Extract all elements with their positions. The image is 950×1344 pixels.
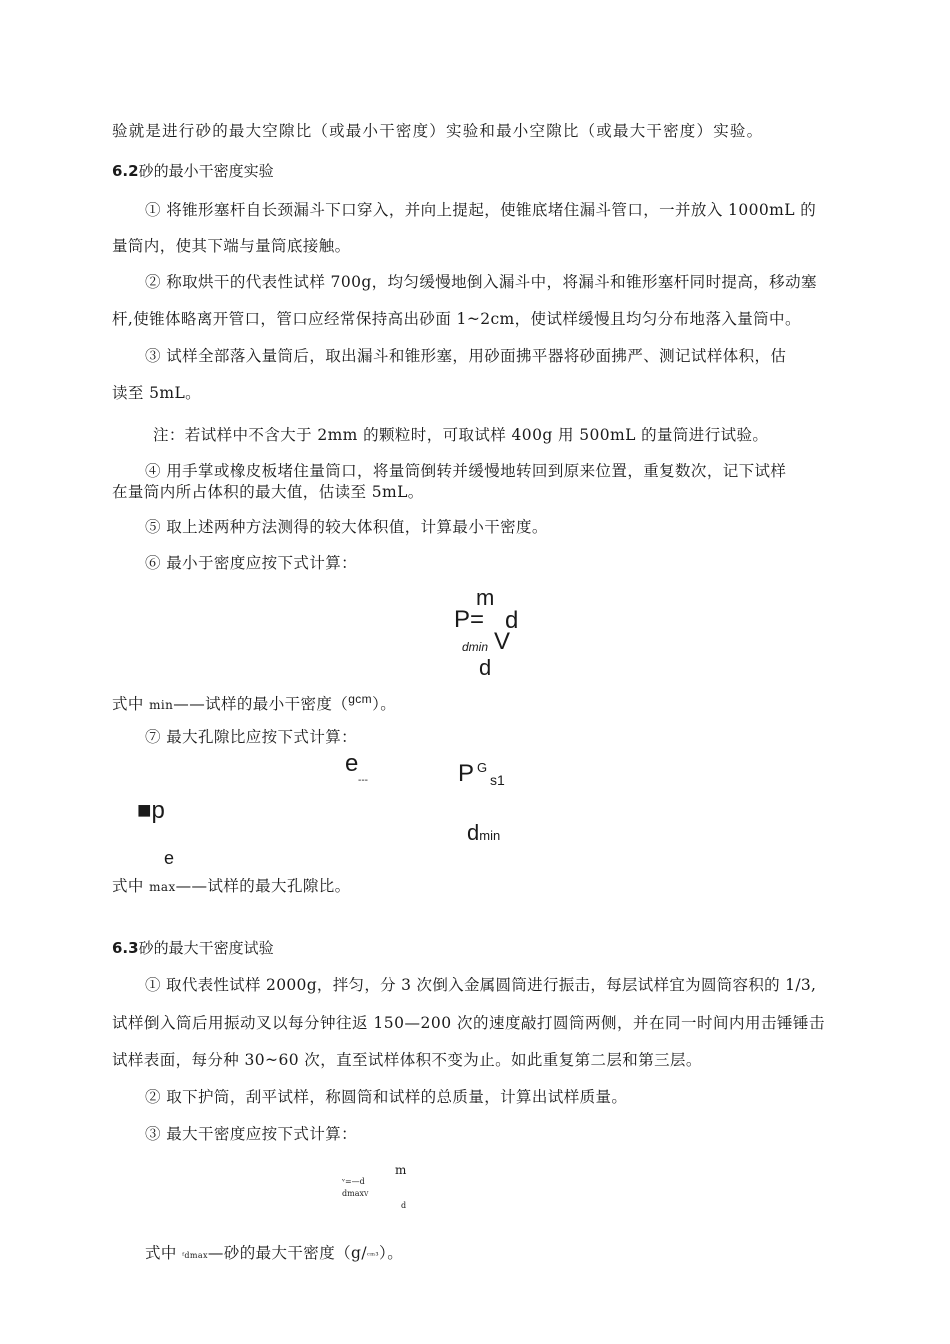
section-number: 6.2 bbox=[112, 162, 139, 180]
where-desc: ——试样的最小干密度（ bbox=[173, 695, 349, 714]
note-text: 注：若试样中不含大于 2mm 的颗粒时，可取试样 400g 用 500mL 的量筒进行试验。 bbox=[153, 426, 769, 444]
where-end: ）。 bbox=[372, 695, 397, 714]
intro-text: 验就是进行砂的最大空隙比（或最小干密度）实验和最小空隙比（或最大干密度）实验。 bbox=[112, 122, 764, 140]
section-title: 砂的最小干密度实验 bbox=[138, 162, 274, 180]
where-end: ）。 bbox=[379, 1244, 404, 1262]
step-2-line-1: ② 称取烘干的代表性试样 700g，均匀缓慢地倒入漏斗中，将漏斗和锥形塞杆同时提高，移动塞 bbox=[145, 273, 817, 291]
step-1-line-1: ① 将锥形塞杆自长颈漏斗下口穿入，并向上提起，使锥底堵住漏斗管口，一并放入 1000mL 的 bbox=[145, 201, 817, 219]
formula3-sub bbox=[342, 1189, 368, 1198]
formula1-m: m bbox=[476, 585, 495, 610]
formula2-dashes: --- bbox=[358, 775, 368, 786]
where-desc: —砂的最大干密度（g/ bbox=[207, 1244, 367, 1262]
where-symbol: min bbox=[149, 698, 174, 713]
step-1-line-2: 量筒内，使其下端与量筒底接触。 bbox=[112, 237, 351, 255]
formula2-e: e bbox=[345, 750, 359, 777]
formula1-d: d bbox=[505, 607, 519, 634]
step-3-line-1: ③ 试样全部落入量筒后，取出漏斗和锥形塞，用砂面拂平器将砂面拂严、测记试样体积，估 bbox=[145, 347, 787, 365]
formula2-left-mark: ■p bbox=[137, 797, 165, 824]
step-7-text: ⑦ 最大孔隙比应按下式计算： bbox=[145, 728, 358, 746]
formula3-v: V bbox=[364, 1191, 369, 1198]
test-step-2-text: ② 取下护筒，刮平试样，称圆筒和试样的总质量，计算出试样质量。 bbox=[145, 1088, 628, 1106]
formula2-s1-text: s1 bbox=[490, 772, 505, 788]
formula3-d: d bbox=[401, 1201, 407, 1210]
where-symbol: ᶠdmax bbox=[182, 1251, 208, 1260]
formula3-top: ᵛ=—d bbox=[342, 1177, 365, 1186]
formula2-dmin bbox=[467, 820, 500, 846]
formula3-dmax: dmax bbox=[342, 1189, 364, 1198]
section-6-2-heading bbox=[112, 160, 274, 181]
step-3-line-2: 读至 5mL。 bbox=[112, 384, 202, 402]
formula1-v: V bbox=[494, 628, 511, 655]
formula2-d: d bbox=[467, 820, 480, 845]
test-step-1-line-3: 试样表面，每分种 30~60 次，直至试样体积不变为止。如此重复第二层和第三层。 bbox=[112, 1051, 702, 1069]
step-4-line-1: ④ 用手掌或橡皮板堵住量筒口，将量筒倒转并缓慢地转回到原来位置，重复数次，记下试样 bbox=[145, 462, 787, 480]
where-unit: ᶜᵐ³ bbox=[366, 1251, 380, 1260]
step-2-line-2: 杆,使锥体略离开管口，管口应经常保持高出砂面 1~2cm，使试样缓慢且均匀分布地落入量筒中。 bbox=[112, 310, 801, 328]
section-title: 砂的最大干密度试验 bbox=[138, 939, 274, 957]
where-min-dry-density bbox=[112, 692, 396, 714]
formula3-m: m bbox=[395, 1163, 407, 1177]
where-max-void-ratio bbox=[112, 874, 351, 896]
formula1-subscript: dmin bbox=[462, 640, 489, 654]
where-unit: gcm bbox=[348, 692, 373, 706]
formula2-g: G bbox=[477, 760, 488, 775]
section-6-3-heading bbox=[112, 937, 274, 958]
where-label: 式中 bbox=[112, 877, 150, 895]
where-label: 式中 bbox=[112, 695, 150, 714]
where-max-dry-density bbox=[145, 1241, 403, 1263]
step-5-text: ⑤ 取上述两种方法测得的较大体积值，计算最小干密度。 bbox=[145, 518, 548, 536]
where-label: 式中 bbox=[145, 1244, 183, 1262]
formula2-p: P bbox=[458, 760, 475, 787]
step-4-line-2: 在量筒内所占体积的最大值，估读至 5mL。 bbox=[112, 483, 424, 501]
test-step-1-line-2: 试样倒入筒后用振动叉以每分钟往返 150—200 次的速度敲打圆筒两侧，并在同一时间内用击锤锤击 bbox=[112, 1014, 826, 1032]
formula1-d-bottom: d bbox=[479, 655, 492, 680]
where-desc: ——试样的最大孔隙比。 bbox=[175, 877, 351, 895]
formula2-s1 bbox=[490, 765, 505, 791]
test-step-1-line-1: ① 取代表性试样 2000g，拌匀，分 3 次倒入金属圆筒进行振击，每层试样宜为圆筒容积的 1/3, bbox=[145, 976, 817, 994]
formula2-e-bottom: e bbox=[164, 848, 175, 868]
where-symbol: max bbox=[149, 880, 176, 894]
step-6-text: ⑥ 最小于密度应按下式计算： bbox=[145, 554, 358, 572]
formula1-p-equals: P= bbox=[454, 606, 485, 633]
formula2-min: min bbox=[479, 828, 501, 843]
section-number: 6.3 bbox=[112, 939, 139, 957]
test-step-3-text: ③ 最大干密度应按下式计算： bbox=[145, 1125, 358, 1143]
